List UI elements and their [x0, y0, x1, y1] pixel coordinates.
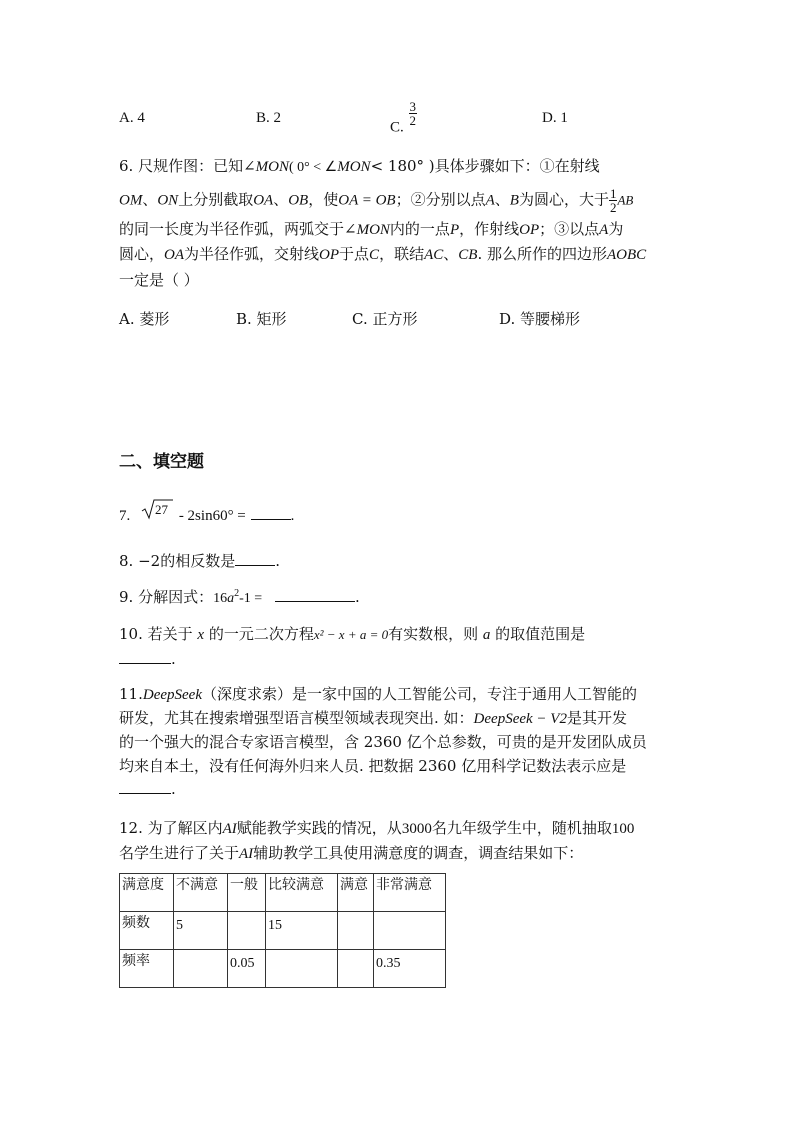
- q6-math: P: [449, 222, 460, 238]
- q8-period: .: [275, 552, 280, 570]
- q9: [119, 586, 360, 607]
- q6-math: AC: [424, 247, 444, 263]
- q7-number: 7.: [119, 508, 131, 524]
- q11-line-4: 均来自本土，没有任何海外归来人员. 把数据 2360 亿用科学记数法表示应是: [119, 757, 627, 775]
- q5-option-a: A. 4: [119, 110, 145, 126]
- q11-answer-line: [119, 779, 176, 798]
- q6-text: 于点: [339, 245, 370, 263]
- q6-text: 为圆心，大于: [518, 190, 609, 209]
- answer-blank[interactable]: [275, 587, 355, 602]
- q6-math: A: [485, 192, 495, 209]
- q11-text: 研发，尤其在搜索增强型语言模型领域表现突出. 如：: [119, 709, 474, 727]
- table-cell: 频率: [120, 950, 174, 988]
- sqrt-sign: [141, 502, 169, 524]
- q12-line-1: [119, 817, 634, 838]
- q12-line-2: [119, 842, 583, 863]
- q10-period: .: [171, 650, 176, 668]
- table-row: [120, 950, 446, 988]
- q11-text: 11.: [119, 685, 143, 703]
- table-cell: 15: [266, 912, 338, 950]
- table-row: [120, 912, 446, 950]
- q12-text: 名学生进行了关于: [119, 844, 240, 862]
- table-cell: 0.05: [228, 950, 266, 988]
- q6-option-a: A. 菱形: [119, 310, 170, 328]
- table-cell[interactable]: [266, 950, 338, 988]
- q6-line-3: [119, 218, 623, 239]
- answer-blank[interactable]: [251, 505, 291, 520]
- q6-math: OM: [119, 192, 143, 209]
- q8: [119, 550, 280, 571]
- q6-text: 、: [494, 190, 510, 209]
- q8-text: 8. −2的相反数是: [119, 552, 236, 570]
- table-header-cell: 比较满意: [266, 874, 338, 912]
- q6-math: MON: [337, 159, 371, 175]
- q6-math: AOBC: [606, 247, 647, 263]
- q6-line-4: [119, 243, 646, 264]
- q10-text: 的一元二次方程: [204, 625, 314, 643]
- q6-math: ( 0° < ∠: [289, 160, 338, 175]
- fraction-denominator: 2: [609, 200, 617, 215]
- q11-line-3: 的一个强大的混合专家语言模型，含 2360 亿个总参数，可贵的是开发团队成员: [119, 733, 647, 751]
- q6-math: B: [509, 192, 519, 209]
- q6-text: ，使: [308, 190, 339, 209]
- q9-text: 9. 分解因式：: [119, 588, 214, 606]
- table-cell[interactable]: [374, 912, 446, 950]
- q6-line-5: 一定是（ ）: [119, 271, 199, 289]
- q6-math: OP: [319, 247, 340, 263]
- q6-line-2: [119, 187, 633, 214]
- q12-number: 3000: [401, 821, 432, 837]
- table-cell: 0.35: [374, 950, 446, 988]
- q10-answer-line: [119, 649, 176, 668]
- answer-blank[interactable]: [119, 649, 171, 664]
- fraction-numerator: 1: [609, 186, 617, 201]
- table-header-cell: 满意度: [120, 874, 174, 912]
- fraction-denominator: 2: [409, 113, 417, 128]
- q6-text: 圆心，: [119, 245, 165, 263]
- q6-text: < 180° )具体步骤如下：①在射线: [370, 157, 600, 175]
- q6-math: MON: [356, 222, 390, 238]
- q6-math: MON: [255, 159, 289, 175]
- q5-option-c: [390, 100, 417, 137]
- q6-text: 、: [142, 190, 158, 209]
- table-header-cell: 一般: [228, 874, 266, 912]
- table-cell[interactable]: [338, 950, 374, 988]
- q6-math: OB: [288, 192, 309, 209]
- table-header-cell: 满意: [338, 874, 374, 912]
- q6-option-c: C. 正方形: [352, 310, 418, 328]
- q10-math: a: [482, 627, 491, 643]
- q6-math: OA: [253, 192, 274, 209]
- q11-line-1: [119, 683, 637, 704]
- table-cell[interactable]: [338, 912, 374, 950]
- q6-text: 为: [608, 220, 624, 238]
- q7-expression: - 2sin60° =: [178, 508, 246, 524]
- q6-text: 、: [443, 245, 459, 263]
- q12-text: 名九年级学生中，随机抽取: [431, 819, 612, 837]
- table-cell: 频数: [120, 912, 174, 950]
- q5-option-b: B. 2: [256, 110, 282, 126]
- table-cell[interactable]: [174, 950, 228, 988]
- q5-option-d: D. 1: [542, 110, 568, 126]
- q6-text: ；③以点: [539, 220, 600, 238]
- q6-text: 6. 尺规作图：已知∠: [119, 157, 256, 175]
- q6-text: 内的一点: [389, 220, 450, 238]
- answer-blank[interactable]: [235, 551, 275, 566]
- q11-text: 是其开发: [566, 709, 627, 727]
- q11-line-2: [119, 707, 627, 728]
- survey-table: [119, 873, 446, 988]
- q7-period: .: [290, 508, 295, 524]
- q6-option-d: D. 等腰梯形: [499, 310, 581, 328]
- q6-text: 的同一长度为半径作弧，两弧交于∠: [119, 220, 357, 238]
- q10: [119, 623, 585, 644]
- q7-radicand: 27: [155, 502, 169, 517]
- q10-equation: x² − x + a = 0: [313, 627, 389, 642]
- q5-option-c-fraction: [409, 100, 418, 127]
- q6-text: ，作射线: [459, 220, 520, 238]
- q10-math: x: [197, 627, 205, 643]
- q6-math: OA = OB: [338, 192, 396, 209]
- q12-math: AI: [222, 821, 237, 837]
- q6-text: . 那么所作的四边形: [477, 245, 607, 263]
- q12-text: 赋能教学实践的情况，从: [236, 819, 402, 837]
- q6-text: ，联结: [379, 245, 425, 263]
- table-header-cell: 不满意: [174, 874, 228, 912]
- q10-text: 有实数根，则: [388, 625, 483, 643]
- q6-math: A: [599, 222, 609, 238]
- q9-math: -1 =: [239, 591, 263, 606]
- q6-math: C: [369, 247, 380, 263]
- q5-option-c-label: C.: [390, 119, 404, 136]
- fraction-numerator: 3: [409, 99, 417, 114]
- q7: [119, 502, 295, 525]
- table-header-cell: 非常满意: [374, 874, 446, 912]
- q6-option-b: B. 矩形: [236, 310, 287, 328]
- answer-blank[interactable]: [119, 779, 171, 794]
- q10-text: 10. 若关于: [119, 625, 198, 643]
- q9-period: .: [354, 588, 360, 606]
- q6-math: OA: [164, 247, 185, 263]
- q12-text: 辅助教学工具使用满意度的调查，调查结果如下：: [253, 844, 584, 862]
- table-cell: 5: [174, 912, 228, 950]
- section-heading: 二、填空题: [119, 452, 204, 472]
- q6-math: ON: [157, 192, 179, 209]
- q11-math: DeepSeek − V2: [473, 711, 567, 727]
- q6-math: AB: [617, 192, 634, 208]
- q6-text: 、: [273, 190, 289, 209]
- q9-math: 16: [213, 591, 228, 606]
- q9-math: a: [227, 591, 235, 606]
- q6-line-1: [119, 155, 600, 176]
- q10-text: 的取值范围是: [490, 625, 586, 643]
- table-header-row: [120, 874, 446, 912]
- q11-text: （深度求索）是一家中国的人工智能公司，专注于通用人工智能的: [201, 685, 637, 703]
- q6-text: ；②分别以点: [395, 190, 486, 209]
- q6-math: OP: [519, 222, 540, 238]
- q12-text: 12. 为了解区内: [119, 819, 223, 837]
- q11-period: .: [171, 780, 176, 798]
- q12-math: AI: [239, 846, 254, 862]
- table-cell[interactable]: [228, 912, 266, 950]
- q11-math: DeepSeek: [142, 687, 202, 703]
- q12-number: 100: [611, 821, 635, 837]
- q9-exponent: 2: [234, 588, 240, 599]
- q6-math: CB: [458, 247, 478, 263]
- q6-text: 上分别截取: [178, 190, 254, 209]
- q6-text: 为半径作弧，交射线: [184, 245, 320, 263]
